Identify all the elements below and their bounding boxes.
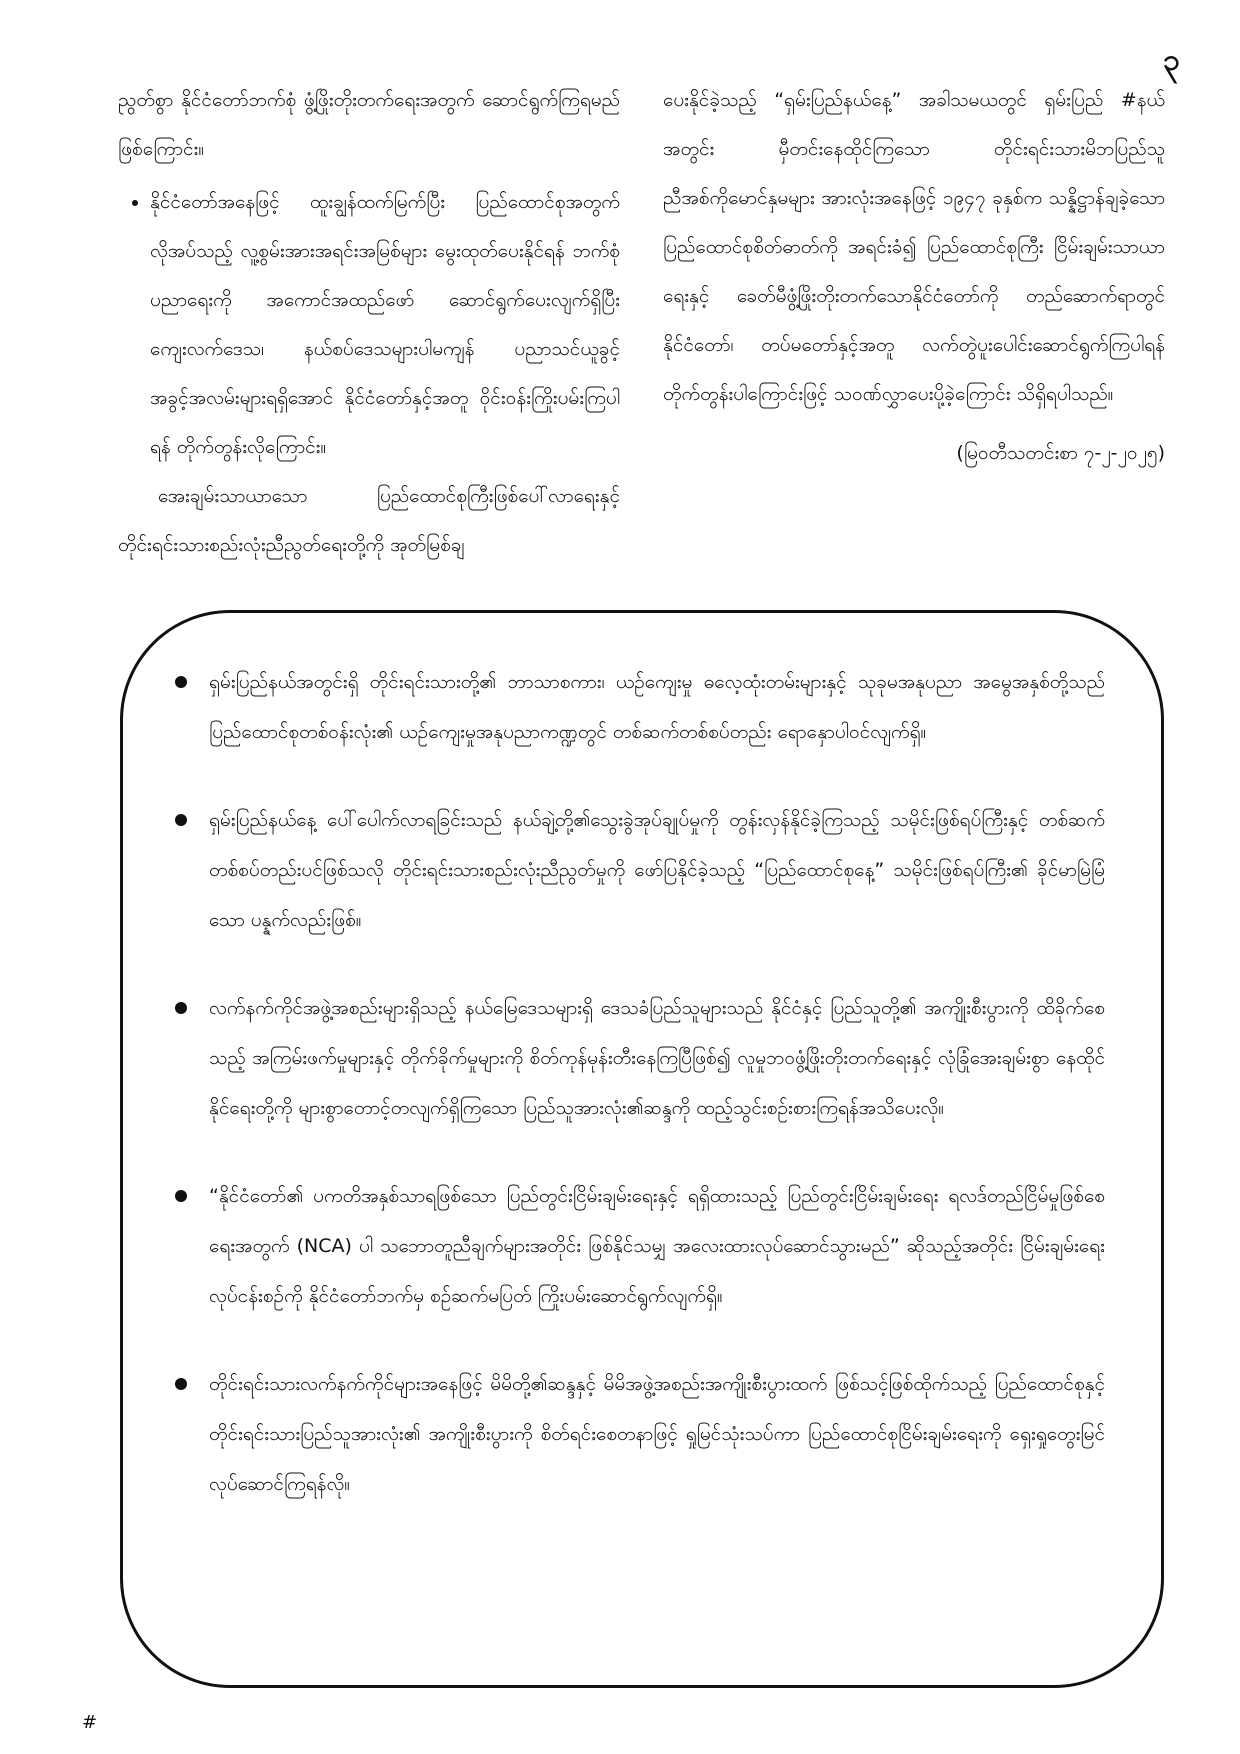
summary-point [209,983,1105,1133]
right-column [663,76,1165,576]
footer-mark: # [82,1712,98,1733]
page-number: ၃ [1163,43,1180,78]
summary-point [209,795,1105,945]
bullet-dot-icon [175,1002,187,1014]
summary-point-text: တိုင်းရင်းသားလက်နက်ကိုင်များအနေဖြင့် မိမိတို့၏ဆန္ဒနှင့် မိမိအဖွဲ့အစည်းအကျိုးစီးပွားထက် ဖြစ်သင့်ဖြစ်ထိုက်သည့် ပြည်ထောင်စုနှင့် တိုင်းရင်းသားပြည်သူအားလုံး၏ အကျိုးစီးပွားကို စိတ်ရင်းစေတနာဖြင့် ရှုမြင်သုံးသပ်ကာ ပြည်ထောင်စုငြိမ်းချမ်းရေးကို ရှေးရှုတွေးမြင်လုပ်ဆောင်ကြရန်လို။ [209,1373,1105,1495]
summary-point-text: ရှမ်းပြည်နယ်နေ့ ပေါ်ပေါက်လာရခြင်းသည် နယ်ချဲ့တို့၏သွေးခွဲအုပ်ချုပ်မှုကို တွန်းလှန်နိုင်ခဲ့ကြသည့် သမိုင်းဖြစ်ရပ်ကြီးနှင့် တစ်ဆက်တစ်စပ်တည်းပင်ဖြစ်သလို တိုင်းရင်းသားစည်းလုံးညီညွတ်မှုကို ဖော်ပြနိုင်ခဲ့သည့် “ပြည်ထောင်စုနေ့” သမိုင်းဖြစ်ရပ်ကြီး၏ ခိုင်မာမြဲမြံသော ပန္နက်လည်းဖြစ်။ [209,809,1105,931]
bullet-dot-icon [175,676,187,688]
bullet-dot-icon [175,1378,187,1390]
bullet-dot-icon [175,1190,187,1202]
summary-point [209,657,1105,757]
summary-point-text: ရှမ်းပြည်နယ်အတွင်းရှိ တိုင်းရင်းသားတို့၏ ဘာသာစကား၊ ယဉ်ကျေးမှု ဓလေ့ထုံးတမ်းများနှင့် သုခုမအနုပညာ အမွေအနှစ်တို့သည် ပြည်ထောင်စုတစ်ဝန်းလုံး၏ ယဉ်ကျေးမှုအနုပညာကဏ္ဍတွင် တစ်ဆက်တစ်စပ်တည်း ရောနှောပါဝင်လျက်ရှိ။ [209,671,1105,743]
bullet-dot-icon [175,814,187,826]
summary-point-text: “နိုင်ငံတော်၏ ပကတိအနှစ်သာရဖြစ်သော ပြည်တွင်းငြိမ်းချမ်းရေးနှင့် ရရှိထားသည့် ပြည်တွင်းငြိမ်းချမ်းရေး ရလဒ်တည်ငြိမ်မှုဖြစ်စေရေးအတွက် (NCA) ပါ သဘောတူညီချက်များအတိုင်း ဖြစ်နိုင်သမျှ အလေးထားလုပ်ဆောင်သွားမည်” ဆိုသည့်အတိုင်း ငြိမ်းချမ်းရေးလုပ်ငန်းစဉ်ကို နိုင်ငံတော်ဘက်မှ စဉ်ဆက်မပြတ် ကြိုးပမ်းဆောင်ရွက်လျက်ရှိ။ [209,1185,1105,1307]
left-closing-paragraph: အေးချမ်းသာယာသော ပြည်ထောင်စုကြီးဖြစ်ပေါ်လာရေးနှင့် တိုင်းရင်းသားစည်းလုံးညီညွတ်ရေးတို့ကို အုတ်မြစ်ချ [118,485,620,556]
left-intro-paragraph: ညွတ်စွာ နိုင်ငံတော်ဘက်စုံ ဖွံ့ဖြိုးတိုးတက်ရေးအတွက် ဆောင်ရွက်ကြရမည်ဖြစ်ကြောင်း။ [118,89,620,160]
summary-list [171,657,1105,1509]
summary-point [209,1359,1105,1509]
left-column [118,76,620,576]
left-bullet-list [118,178,620,472]
summary-box [120,610,1164,1688]
summary-point-text: လက်နက်ကိုင်အဖွဲ့အစည်းများရှိသည့် နယ်မြေဒေသများရှိ ဒေသခံပြည်သူများသည် နိုင်ငံနှင့် ပြည်သူတို့၏ အကျိုးစီးပွားကို ထိခိုက်စေသည့် အကြမ်းဖက်မှုများနှင့် တိုက်ခိုက်မှုများကို စိတ်ကုန်မုန်းတီးနေကြပြီဖြစ်၍ လူမှုဘဝဖွံ့ဖြိုးတိုးတက်ရေးနှင့် လုံခြုံအေးချမ်းစွာ နေထိုင်နိုင်ရေးတို့ကို များစွာတောင့်တလျက်ရှိကြသော ပြည်သူအားလုံး၏ဆန္ဒကို ထည့်သွင်းစဉ်းစားကြရန်အသိပေးလို။ [209,997,1105,1119]
article-columns [118,76,1165,576]
source-citation: (မြဝတီသတင်းစာ ၇-၂-၂၀၂၅) [956,442,1165,464]
left-bullet-item: • နိုင်ငံတော်အနေဖြင့် ထူးချွန်ထက်မြက်ပြီး ပြည်ထောင်စုအတွက် လိုအပ်သည့် လူ့စွမ်းအားအရင်းအမြစ်များ မွေးထုတ်ပေးနိုင်ရန် ဘက်စုံပညာရေးကို အကောင်အထည်ဖော် ဆောင်ရွက်ပေးလျက်ရှိပြီး ကျေးလက်ဒေသ၊ နယ်စပ်ဒေသများပါမကျန် ပညာသင်ယူခွင့် အခွင့်အလမ်းများရရှိအောင် နိုင်ငံတော်နှင့်အတူ ဝိုင်းဝန်းကြိုးပမ်းကြပါရန် တိုက်တွန်းလိုကြောင်း။ [150,178,620,472]
right-paragraph: ပေးနိုင်ခဲ့သည့် “ရှမ်းပြည်နယ်နေ့” အခါသမယတွင် ရှမ်းပြည် #နယ်အတွင်း မှီတင်းနေထိုင်ကြသော တိုင်းရင်းသားမိဘပြည်သူ ညီအစ်ကိုမောင်နှမများ အားလုံးအနေဖြင့် ၁၉၄၇ ခုနှစ်က သန္နိဋ္ဌာန်ချခဲ့သော ပြည်ထောင်စုစိတ်ဓာတ်ကို အရင်းခံ၍ ပြည်ထောင်စုကြီး ငြိမ်းချမ်းသာယာရေးနှင့် ခေတ်မီဖွံ့ဖြိုးတိုးတက်သောနိုင်ငံတော်ကို တည်ဆောက်ရာတွင် နိုင်ငံတော်၊ တပ်မတော်နှင့်အတူ လက်တွဲပူးပေါင်းဆောင်ရွက်ကြပါရန် တိုက်တွန်းပါကြောင်းဖြင့် သဝဏ်လွှာပေးပို့ခဲ့ကြောင်း သိရှိရပါသည်။ [663,89,1165,405]
summary-point [209,1171,1105,1321]
